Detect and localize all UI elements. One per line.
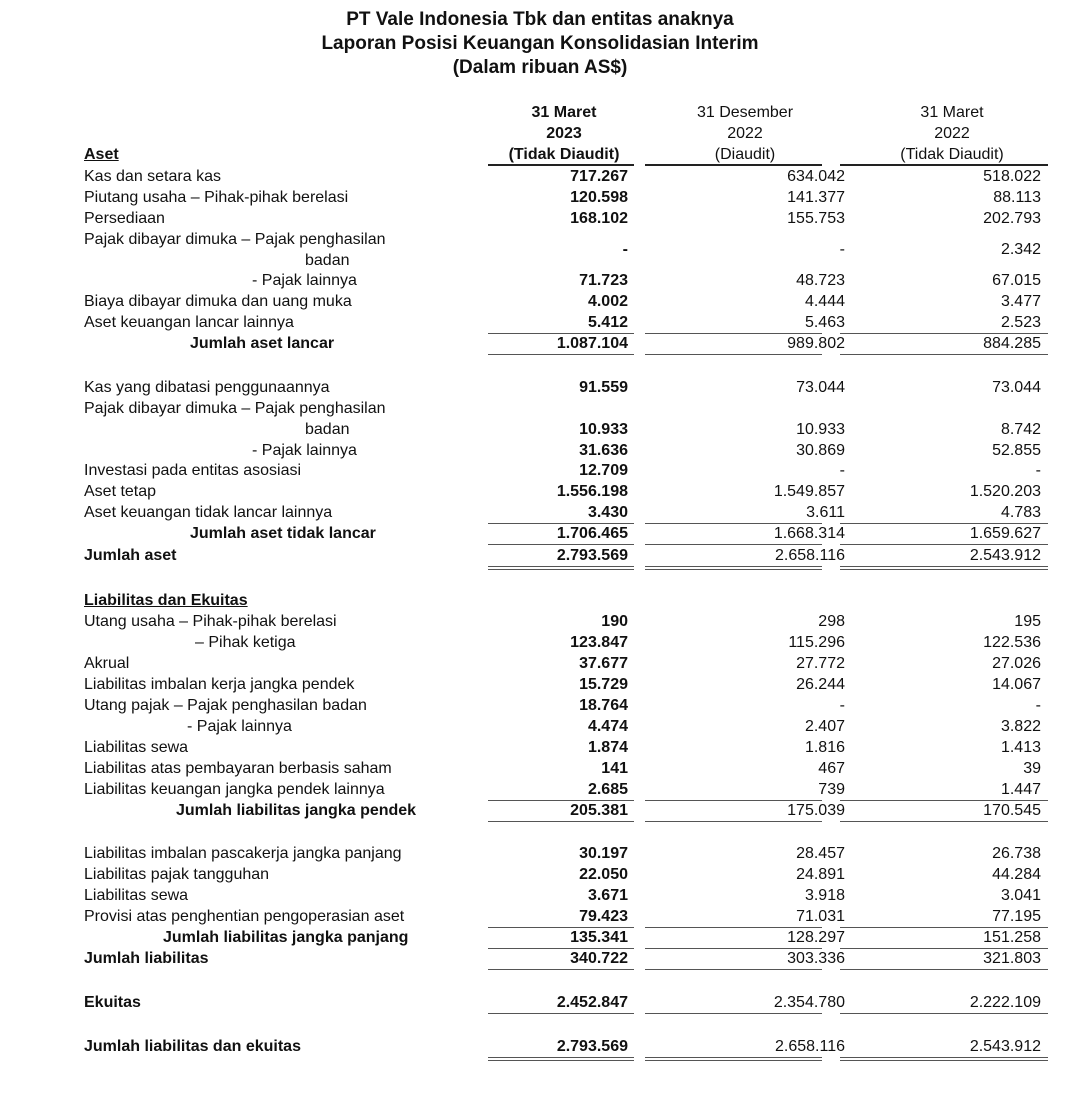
total-rule	[645, 969, 822, 970]
table-row	[0, 481, 1080, 502]
col2-year: 2022	[727, 125, 763, 142]
row-label: Jumlah liabilitas jangka panjang	[163, 929, 409, 946]
value-col1: 2.793.569	[556, 547, 628, 564]
value-col3: 1.447	[1000, 781, 1041, 798]
row-label: Kas dan setara kas	[84, 168, 221, 185]
row-label: Kas yang dibatasi penggunaannya	[84, 379, 330, 396]
value-col3: 39	[1023, 760, 1041, 777]
row-label: Investasi pada entitas asosiasi	[84, 462, 302, 479]
value-col2: 1.816	[804, 739, 845, 756]
table-row	[0, 460, 1080, 481]
value-col1: 340.722	[570, 950, 628, 967]
row-label: Liabilitas imbalan kerja jangka pendek	[84, 676, 355, 693]
double-underline	[840, 1057, 1048, 1061]
value-col2: 2.658.116	[775, 547, 845, 564]
total-rule	[645, 821, 822, 822]
table-row	[0, 1036, 1080, 1057]
total-rule	[645, 354, 822, 355]
value-col3: 202.793	[983, 210, 1041, 227]
table-row	[0, 695, 1080, 716]
table-row	[0, 440, 1080, 461]
liabilities-heading-row	[0, 590, 1080, 611]
value-col2: 28.457	[796, 845, 845, 862]
value-col2: 298	[818, 613, 845, 630]
value-col1: 141	[601, 760, 628, 777]
table-row	[0, 885, 1080, 906]
value-col3: 77.195	[992, 908, 1041, 925]
value-col3: 8.742	[1000, 421, 1041, 438]
total-rule	[488, 969, 634, 970]
table-row	[0, 166, 1080, 187]
total-rule	[488, 1013, 634, 1014]
value-col3: 170.545	[983, 802, 1041, 819]
value-col1: 168.102	[570, 210, 628, 227]
value-col1: 22.050	[579, 866, 628, 883]
unit-subtitle: (Dalam ribuan AS$)	[452, 57, 628, 78]
table-row	[0, 187, 1080, 208]
liabilities-heading: Liabilitas dan Ekuitas	[84, 592, 248, 609]
value-col1: 1.556.198	[556, 483, 628, 500]
value-col2: 128.297	[787, 929, 845, 946]
value-col2: 175.039	[787, 802, 845, 819]
value-col1: 30.197	[579, 845, 628, 862]
row-label: Utang usaha – Pihak-pihak berelasi	[84, 613, 337, 630]
value-col1: 2.793.569	[556, 1038, 628, 1055]
row-label: Aset keuangan tidak lancar lainnya	[84, 504, 333, 521]
value-col1: 4.002	[587, 293, 628, 310]
value-col1: 717.267	[570, 168, 628, 185]
value-col2: 2.658.116	[775, 1038, 845, 1055]
value-col2: 634.042	[787, 168, 845, 185]
value-col3: 151.258	[983, 929, 1041, 946]
row-label-continuation: badan	[305, 421, 350, 438]
row-label: Provisi atas penghentian pengoperasian aset	[84, 908, 405, 925]
value-col3: 2.222.109	[969, 994, 1041, 1011]
table-row	[0, 906, 1080, 927]
value-col2: 27.772	[796, 655, 845, 672]
value-col3: 27.026	[992, 655, 1041, 672]
value-col2: 24.891	[796, 866, 845, 883]
table-row	[0, 502, 1080, 523]
value-col3: -	[1035, 462, 1041, 479]
row-label: Akrual	[84, 655, 130, 672]
col1-year: 2023	[546, 125, 582, 142]
value-col1: 190	[601, 613, 628, 630]
col1-date: 31 Maret	[531, 104, 597, 121]
col2-status: (Diaudit)	[714, 146, 776, 163]
table-row	[0, 632, 1080, 653]
value-col3: 52.855	[992, 442, 1041, 459]
value-col2: 989.802	[787, 335, 845, 352]
value-col3: 1.413	[1000, 739, 1041, 756]
row-label: Liabilitas imbalan pascakerja jangka panjang	[84, 845, 402, 862]
row-label: Jumlah aset	[84, 547, 177, 564]
col3-status: (Tidak Diaudit)	[900, 146, 1004, 163]
report-title: Laporan Posisi Keuangan Konsolidasian Interim	[321, 33, 759, 54]
value-col3: 195	[1014, 613, 1041, 630]
value-col3: 2.342	[1000, 241, 1041, 258]
row-label: Jumlah liabilitas jangka pendek	[176, 802, 417, 819]
row-label: - Pajak lainnya	[252, 272, 357, 289]
double-underline	[488, 1057, 634, 1061]
double-underline	[488, 566, 634, 570]
value-col3: 2.523	[1000, 314, 1041, 331]
company-title: PT Vale Indonesia Tbk dan entitas anaknya	[346, 9, 734, 30]
table-row	[0, 208, 1080, 229]
total-rule	[645, 1013, 822, 1014]
value-col1: 5.412	[587, 314, 628, 331]
value-col1: 71.723	[579, 272, 628, 289]
value-col1: 79.423	[579, 908, 628, 925]
table-row	[0, 653, 1080, 674]
row-label: Persediaan	[84, 210, 165, 227]
table-row	[0, 779, 1080, 800]
value-col1: 120.598	[570, 189, 628, 206]
value-col2: 2.407	[804, 718, 845, 735]
row-label: Liabilitas pajak tangguhan	[84, 866, 270, 883]
value-col2: -	[839, 241, 845, 258]
assets-heading: Aset	[84, 146, 119, 163]
value-col1: 1.087.104	[556, 335, 628, 352]
value-col1: 2.452.847	[556, 994, 628, 1011]
value-col1: 1.874	[587, 739, 628, 756]
col1-status: (Tidak Diaudit)	[508, 146, 620, 163]
row-label: Jumlah aset tidak lancar	[190, 525, 376, 542]
value-col2: 141.377	[787, 189, 845, 206]
row-label: Piutang usaha – Pihak-pihak berelasi	[84, 189, 349, 206]
value-col2: 467	[818, 760, 845, 777]
value-col1: 15.729	[579, 676, 628, 693]
table-row	[0, 523, 1080, 544]
value-col2: 26.244	[796, 676, 845, 693]
value-col1: 12.709	[579, 462, 628, 479]
value-col2: 303.336	[787, 950, 845, 967]
col3-year: 2022	[934, 125, 970, 142]
value-col3: 26.738	[992, 845, 1041, 862]
row-label: Ekuitas	[84, 994, 141, 1011]
value-col3: 3.822	[1000, 718, 1041, 735]
value-col3: 884.285	[983, 335, 1041, 352]
total-rule	[840, 354, 1048, 355]
row-label: Aset keuangan lancar lainnya	[84, 314, 294, 331]
value-col3: 1.520.203	[969, 483, 1041, 500]
table-row	[0, 716, 1080, 737]
table-row	[0, 545, 1080, 566]
double-underline	[645, 1057, 822, 1061]
table-row	[0, 864, 1080, 885]
row-label-continuation: badan	[305, 252, 350, 269]
row-label: Liabilitas atas pembayaran berbasis saham	[84, 760, 392, 777]
value-col1: 18.764	[579, 697, 628, 714]
table-row	[0, 737, 1080, 758]
col3-date: 31 Maret	[920, 104, 984, 121]
total-rule	[840, 821, 1048, 822]
value-col2: 3.611	[806, 504, 845, 521]
row-label: - Pajak lainnya	[187, 718, 292, 735]
total-rule	[488, 821, 634, 822]
table-row	[0, 333, 1080, 354]
value-col1: 4.474	[587, 718, 628, 735]
table-row	[0, 843, 1080, 864]
value-col2: 3.918	[804, 887, 845, 904]
value-col3: 14.067	[992, 676, 1041, 693]
value-col3: 3.477	[1000, 293, 1041, 310]
table-row	[0, 377, 1080, 398]
row-label: Liabilitas sewa	[84, 887, 189, 904]
row-label: Jumlah aset lancar	[190, 335, 335, 352]
row-label: Biaya dibayar dimuka dan uang muka	[84, 293, 352, 310]
row-label: Pajak dibayar dimuka – Pajak penghasilan	[84, 400, 386, 417]
value-col2: 10.933	[796, 421, 845, 438]
value-col2: 73.044	[796, 379, 845, 396]
table-row	[0, 291, 1080, 312]
table-row	[0, 948, 1080, 969]
value-col3: 1.659.627	[969, 525, 1041, 542]
total-rule	[840, 969, 1048, 970]
value-col2: 4.444	[804, 293, 845, 310]
total-rule	[488, 354, 634, 355]
value-col2: -	[839, 462, 845, 479]
row-label: Utang pajak – Pajak penghasilan badan	[84, 697, 367, 714]
value-col2: 71.031	[796, 908, 845, 925]
value-col3: 321.803	[983, 950, 1041, 967]
table-row	[0, 270, 1080, 291]
value-col1: 3.430	[587, 504, 628, 521]
table-row	[0, 927, 1080, 948]
value-col3: 2.543.912	[969, 1038, 1041, 1055]
value-col3: 2.543.912	[969, 547, 1041, 564]
value-col3: 518.022	[983, 168, 1041, 185]
assets-heading-row	[0, 144, 1080, 165]
value-col1: 2.685	[587, 781, 628, 798]
value-col1: 123.847	[570, 634, 628, 651]
value-col3: 3.041	[1000, 887, 1041, 904]
value-col1: 205.381	[570, 802, 628, 819]
value-col2: 155.753	[787, 210, 845, 227]
double-underline	[645, 566, 822, 570]
value-col2: 1.549.857	[773, 483, 845, 500]
value-col1: 10.933	[579, 421, 628, 438]
value-col3: 88.113	[993, 189, 1041, 206]
value-col1: -	[622, 241, 628, 258]
value-col2: 2.354.780	[773, 994, 845, 1011]
value-col3: 122.536	[983, 634, 1041, 651]
value-col1: 135.341	[570, 929, 628, 946]
col2-date: 31 Desember	[696, 104, 794, 121]
value-col2: 739	[818, 781, 845, 798]
row-label: Jumlah liabilitas	[84, 950, 209, 967]
value-col3: 67.015	[992, 272, 1041, 289]
table-row	[0, 398, 1080, 438]
table-row	[0, 611, 1080, 632]
table-row	[0, 800, 1080, 821]
row-label: – Pihak ketiga	[195, 634, 296, 651]
value-col2: 48.723	[796, 272, 845, 289]
row-label: - Pajak lainnya	[252, 442, 357, 459]
row-label: Liabilitas sewa	[84, 739, 189, 756]
value-col3: -	[1035, 697, 1041, 714]
value-col2: 115.296	[788, 634, 845, 651]
table-row	[0, 758, 1080, 779]
value-col1: 91.559	[579, 379, 628, 396]
value-col2: 5.463	[804, 314, 845, 331]
value-col2: -	[839, 697, 845, 714]
value-col2: 1.668.314	[773, 525, 845, 542]
value-col3: 4.783	[1000, 504, 1041, 521]
table-row	[0, 312, 1080, 333]
row-label: Liabilitas keuangan jangka pendek lainnya	[84, 781, 385, 798]
total-rule	[840, 1013, 1048, 1014]
value-col2: 30.869	[796, 442, 845, 459]
table-row	[0, 229, 1080, 269]
value-col1: 37.677	[579, 655, 628, 672]
row-label: Pajak dibayar dimuka – Pajak penghasilan	[84, 231, 386, 248]
value-col1: 3.671	[587, 887, 628, 904]
table-row	[0, 674, 1080, 695]
value-col1: 1.706.465	[556, 525, 628, 542]
value-col3: 44.284	[992, 866, 1041, 883]
row-label: Aset tetap	[84, 483, 157, 500]
row-label: Jumlah liabilitas dan ekuitas	[84, 1038, 301, 1055]
value-col1: 31.636	[579, 442, 628, 459]
table-row	[0, 992, 1080, 1013]
double-underline	[840, 566, 1048, 570]
value-col3: 73.044	[992, 379, 1041, 396]
